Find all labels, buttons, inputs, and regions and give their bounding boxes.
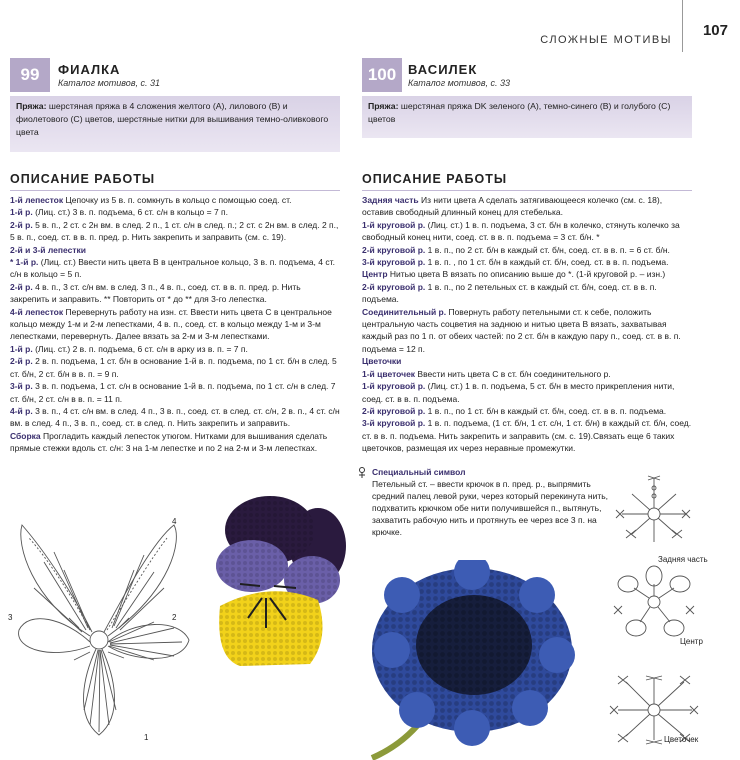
diagram-label-3: 3: [8, 613, 13, 622]
paragraph: [10, 219, 340, 244]
section-title: СЛОЖНЫЕ МОТИВЫ: [540, 34, 672, 46]
row-text: 1 в. п., по 2 петельных ст. в каждый ст. б/н, соед. ст. в в. п. подъема.: [362, 281, 657, 305]
row-text: Нитью цвета B вязать по описанию выше до *. (1-й круговой р. – изн.): [387, 269, 666, 280]
diagram-label-1: 1: [144, 733, 149, 742]
row-text: Цепочку из 5 в. п. сомкнуть в кольцо с помощью соед. ст.: [63, 195, 292, 205]
paragraph: [362, 405, 692, 417]
header-divider: [682, 0, 683, 52]
paragraph: [362, 306, 692, 356]
petal-3-outline: [19, 619, 90, 653]
paragraph: [10, 194, 340, 206]
yarn-text-right: шерстяная пряжа DK зеленого (A), темно-синего (B) и голубого (C) цветов: [368, 101, 671, 124]
row-label: 2-й и 3-й лепестки: [10, 244, 87, 255]
row-text: 4 в. п., 3 ст. с/н вм. в след. 3 п., 4 в. п., соед. ст. в в. п. пред. р. Нить закрепить и заправить. ** Повторить от * до ** для 3-го лепестка.: [10, 281, 301, 305]
paragraph: [10, 256, 340, 281]
section-heading-right: ОПИСАНИЕ РАБОТЫ: [362, 172, 508, 186]
row-text: 1 в. п., по 2 ст. б/н в каждый ст. б/н, соед. ст. в в. п. = 6 ст. б/н.: [425, 244, 670, 255]
vasilek-crochet-diagrams: [596, 470, 740, 760]
paragraph: [10, 405, 340, 430]
row-text: 1 в. п., по 1 ст. б/н в каждый ст. б/н, соед. ст. в в. п. подъема.: [425, 405, 667, 416]
row-label: 1-й цветочек: [362, 368, 416, 379]
paragraph: [10, 306, 340, 343]
paragraph: [362, 355, 692, 367]
yarn-text-left: шерстяная пряжа в 4 сложения желтого (A), лилового (B) и фиолетового (C) цветов, шерстяные нитки для вышивания темно-оливкового цвета: [16, 101, 329, 137]
pansy-photo: [200, 488, 350, 678]
yarn-label-right: Пряжа:: [368, 101, 399, 111]
catalog-ref-right: Каталог мотивов, с. 33: [408, 78, 511, 88]
row-label: 2-й круговой р.: [362, 281, 426, 292]
paragraph: [362, 380, 692, 405]
row-text: 3 в. п. подъема, 1 ст. с/н в основание 1-й в. п. подъема, по 1 ст. с/н в след. 7 ст. б/н, 2 ст. с/н в в. п. = 11 п.: [10, 381, 336, 404]
heading-rule-left: [10, 190, 340, 191]
paragraph: [10, 206, 340, 218]
special-symbol-block: [372, 466, 612, 538]
back-part-diagram: [616, 476, 690, 542]
diagram-label-2: 2: [172, 613, 177, 622]
heading-rule-right: [362, 190, 692, 191]
paragraph: [10, 355, 340, 380]
yarn-label-left: Пряжа:: [16, 101, 47, 111]
motif-number-99: 99: [10, 58, 50, 92]
special-symbol-title: Специальный символ: [372, 467, 466, 477]
cornflower-photo: [362, 560, 582, 760]
row-text: (Лиц. ст.) 2 в. п. подъема, 6 ст. с/н в арку из в. п. = 7 п.: [32, 343, 248, 354]
page-number: 107: [702, 22, 728, 39]
row-text: 2 в. п. подъема, 1 ст. б/н в основание 1-й в. п. подъема, по 1 ст. б/н в след. 5 ст. б/н, 2 ст. б/н в в. п. = 9 п.: [10, 356, 337, 379]
paragraph: [362, 256, 692, 268]
motif-title-vasilek: ВАСИЛЕК: [408, 62, 478, 77]
row-label: 1-й круговой р.: [362, 219, 426, 230]
row-label: 3-й р.: [10, 381, 33, 392]
paragraph: [362, 194, 692, 219]
row-text: Из нити цвета A сделать затягивающееся колечко (см. с. 18), оставив свободный длинный конец для стебелька.: [362, 195, 663, 218]
row-text: (Лиц. ст.) 1 в. п. подъема, 5 ст. б/н в место прикрепления нити, соед. ст. в в. п. подъема.: [362, 381, 675, 404]
paragraph: [362, 244, 692, 256]
paragraph: [362, 368, 692, 380]
row-label: Центр: [362, 269, 388, 280]
row-text: 3 в. п., 4 ст. с/н вм. в след. 4 п., 3 в. п., соед. ст. в след. ст. с/н, 2 в. п., 4 ст. с/н вм. в след. 4 п., 3 в. п., соед. ст. в след. п. Нить закрепить и заправить.: [10, 405, 340, 429]
row-text: Повернуть работу петельными ст. к себе, положить центральную часть соцветия на заднюю и нитью цвета B вязать, захватывая каждый раз по 1 п. от обеих частей: по 2 ст. б/н в каждую пару п., соед. ст. в в. п. подъема = 12 п.: [362, 306, 681, 354]
fialka-crochet-diagram: [4, 500, 204, 755]
row-label: 2-й р.: [10, 219, 33, 230]
paragraph: [362, 268, 692, 280]
row-label: Задняя часть: [362, 195, 419, 205]
paragraph: [10, 380, 340, 405]
paragraph: [10, 244, 340, 256]
center-diagram: [614, 566, 694, 636]
row-label: 4-й р.: [10, 405, 33, 416]
diagram-label-back: Задняя часть: [658, 555, 708, 564]
row-label: 1-й р.: [10, 207, 33, 218]
row-text: 5 в. п., 2 ст. с 2н вм. в след. 2 п., 1 ст. с/н в след. п.; 2 ст. с 2н вм. в след. 2 п., 5 в. п., соед. ст. в в. п. пред. р. Нить закрепить и заправить (см. с. 19).: [10, 219, 339, 243]
yarn-box-right: [362, 96, 692, 138]
row-text: Прогладить каждый лепесток утюгом. Нитками для вышивания сделать прямые стежки вдоль ст. с/н: 3 на 1-м лепестке и по 2 на 2-м и 3-м лепестках.: [10, 430, 328, 454]
catalog-ref-left: Каталог мотивов, с. 31: [58, 78, 161, 88]
row-label: * 1-й р.: [10, 257, 39, 268]
row-label: 4-й лепесток: [10, 306, 64, 317]
paragraph: [362, 219, 692, 244]
paragraph: [362, 281, 692, 306]
yarn-box-left: [10, 96, 340, 152]
flower-diagram: [610, 676, 698, 744]
row-label: 2-й р.: [10, 281, 33, 292]
center-ring: [90, 631, 108, 649]
row-label: 1-й р.: [10, 343, 33, 354]
paragraph: [362, 417, 692, 454]
motif-title-fialka: ФИАЛКА: [58, 62, 121, 77]
row-label: 2-й р.: [10, 356, 33, 367]
row-text: (Лиц. ст.) 3 в. п. подъема, 6 ст. с/н в кольцо = 7 п.: [32, 207, 229, 218]
paragraph: [10, 343, 340, 355]
special-symbol-text: Петельный ст. – ввести крючок в п. пред. р., выпрямить средний палец левой руки, через который перекинута нить, подхватить крючком обе нити получившейся п., вытянуть, захватить рабочую нить и протянуть ее через все 3 п. на крючке.: [372, 479, 609, 537]
paragraph: [10, 281, 340, 306]
special-symbol-icon: [358, 466, 372, 480]
row-label: Соединительный р.: [362, 306, 447, 317]
row-text: (Лиц. ст.) Ввести нить цвета B в центральное кольцо, 3 в. п. подъема, 4 ст. с/н в кольцо = 5 п.: [10, 257, 335, 280]
row-label: Сборка: [10, 430, 41, 441]
row-label: Цветочки: [362, 356, 402, 367]
motif-number-100: 100: [362, 58, 402, 92]
row-text: 1 в. п. подъема, (1 ст. б/н, 1 ст. с/н, 1 ст. б/н) в каждый ст. б/н, соед. ст. в в. п. подъема. Нить закрепить и заправить (см. с. 19).Связать еще 6 таких цветочков, размещая их через неравные промежутки.: [362, 418, 692, 454]
row-label: 1-й лепесток: [10, 195, 64, 205]
row-label: 1-й круговой р.: [362, 381, 426, 392]
row-label: 2-й круговой р.: [362, 244, 426, 255]
row-label: 3-й круговой р.: [362, 257, 426, 268]
row-text: Перевернуть работу на изн. ст. Ввести нить цвета C в центральное кольцо между 1-м и 2-м лепестками, 4 в. п., соед. ст. в кольцо между 1-м и 3-м лепестками, перевернуть. Далее вязать за 2-м и 3-м лепестками.: [10, 306, 332, 342]
instructions-right: [362, 194, 692, 455]
row-label: 3-й круговой р.: [362, 418, 426, 429]
instructions-left: [10, 194, 340, 455]
section-heading-left: ОПИСАНИЕ РАБОТЫ: [10, 172, 156, 186]
row-text: (Лиц. ст.) 1 в. п. подъема, 3 ст. б/н в колечко, стянуть колечко за свободный конец нити, соед. ст. в в. п. подъема = 3 ст. б/н. *: [362, 219, 680, 243]
row-text: Ввести нить цвета C в ст. б/н соединительного р.: [415, 368, 611, 379]
diagram-label-center: Центр: [680, 637, 703, 646]
paragraph: [10, 430, 340, 455]
diagram-label-4: 4: [172, 517, 177, 526]
row-label: 2-й круговой р.: [362, 405, 426, 416]
row-text: 1 в. п. , по 1 ст. б/н в каждый ст. б/н, соед. ст. в в. п. подъема.: [425, 257, 669, 268]
diagram-label-flower: Цветочек: [664, 735, 699, 744]
